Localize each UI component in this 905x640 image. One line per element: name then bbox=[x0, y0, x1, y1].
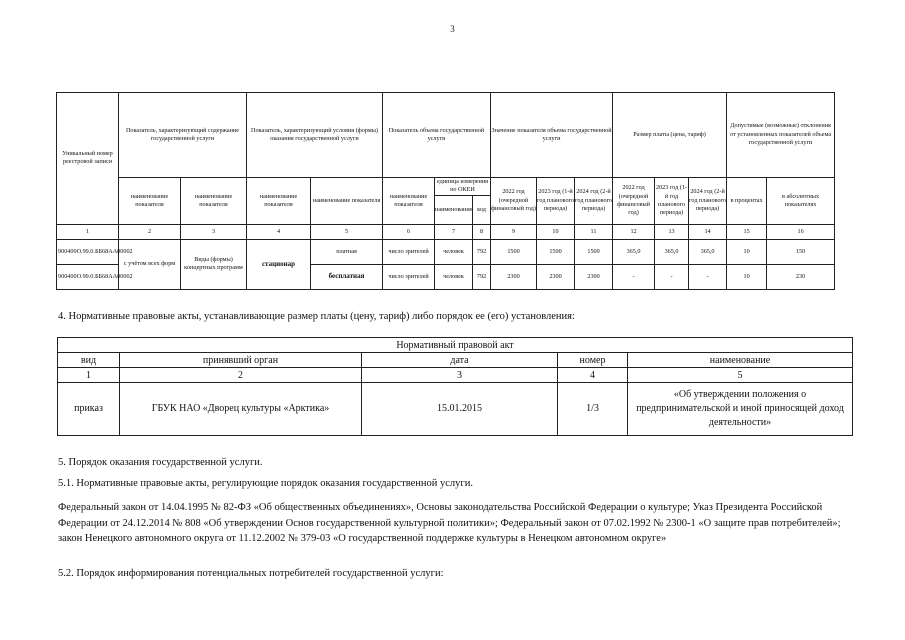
col-number: 5 bbox=[628, 368, 853, 383]
content-value-1: с учётом всех форм bbox=[119, 239, 181, 289]
col-number: 2 bbox=[120, 368, 362, 383]
col-number: 8 bbox=[473, 224, 491, 239]
col-number: 16 bbox=[767, 224, 835, 239]
header-in-percent: в процентах bbox=[727, 178, 767, 225]
section-5-2-heading: 5.2. Порядок информирования потенциальных потребителей государственной услуги: bbox=[58, 568, 444, 579]
header-content-indicator: Показатель, характеризующий содержание государственной услуги bbox=[119, 93, 247, 178]
laws-paragraph: Федеральный закон от 14.04.1995 № 82-ФЗ «Об общественных объединениях», Основы законодательства Российской Федерации о культуре; Указ Президента Российской Федерации от 24.12.2014 № 808 «Об утверждении Основ государственной культурной политики»; Федеральный закон от 07.02.1992 № 2300-1 «О защите прав потребителей»; закон Ненецкого автономного округа от 11.12.2002 № 379-03 «О государственной поддержке культуры в Ненецком автономном округе» bbox=[58, 502, 841, 544]
header-unit-name: наименование bbox=[435, 195, 473, 224]
fee-2023: - bbox=[655, 264, 689, 289]
header-volume-indicator: Показатель объема государственной услуги bbox=[383, 93, 491, 178]
col-number: 1 bbox=[57, 224, 119, 239]
header-kind: вид bbox=[58, 353, 120, 368]
header-name-5: наименование показателя bbox=[383, 178, 435, 225]
condition-value-2: платная bbox=[311, 239, 383, 264]
header-2022-volume: 2022 год (очередной финансовый год) bbox=[491, 178, 537, 225]
col-number: 10 bbox=[537, 224, 575, 239]
col-number: 1 bbox=[58, 368, 120, 383]
volume-2024: 1500 bbox=[575, 239, 613, 264]
header-deviations: Допустимые (возможные) отклонения от установленных показателей объема государственной услуги bbox=[727, 93, 835, 178]
header-fee-size: Размер платы (цена, тариф) bbox=[613, 93, 727, 178]
unit-name: человек bbox=[435, 264, 473, 289]
header-date: дата bbox=[362, 353, 558, 368]
registry-id: 900400О.99.0.ББ68АА00002 bbox=[57, 264, 119, 289]
col-number: 3 bbox=[362, 368, 558, 383]
deviation-percent: 10 bbox=[727, 264, 767, 289]
header-number: номер bbox=[558, 353, 628, 368]
header-2024-fee: 2024 год (2-й год планового периода) bbox=[689, 178, 727, 225]
header-name-3: наименование показателя bbox=[247, 178, 311, 225]
legal-act-table bbox=[57, 337, 853, 436]
col-number: 3 bbox=[181, 224, 247, 239]
header-2023-volume: 2023 год (1-й год планового периода) bbox=[537, 178, 575, 225]
col-number: 11 bbox=[575, 224, 613, 239]
volume-2023: 1500 bbox=[537, 239, 575, 264]
header-2024-volume: 2024 год (2-й год планового периода) bbox=[575, 178, 613, 225]
table-row bbox=[58, 383, 853, 436]
col-number: 2 bbox=[119, 224, 181, 239]
col-number: 4 bbox=[247, 224, 311, 239]
header-name-1: наименование показателя bbox=[119, 178, 181, 225]
fee-2022: - bbox=[613, 264, 655, 289]
unit-code: 792 bbox=[473, 239, 491, 264]
col-number: 9 bbox=[491, 224, 537, 239]
volume-2024: 2300 bbox=[575, 264, 613, 289]
header-name-4: наименование показателя bbox=[311, 178, 383, 225]
deviation-percent: 10 bbox=[727, 239, 767, 264]
header-in-absolute: в абсолютных показателях bbox=[767, 178, 835, 225]
page-number: 3 bbox=[450, 24, 455, 34]
header-unit-okei: единица измерения по ОКЕИ bbox=[435, 178, 491, 196]
col-number: 14 bbox=[689, 224, 727, 239]
header-name: наименование bbox=[628, 353, 853, 368]
header-volume-values: Значение показателя объема государственной услуги bbox=[491, 93, 613, 178]
fee-2024: - bbox=[689, 264, 727, 289]
col-number: 15 bbox=[727, 224, 767, 239]
header-2022-fee: 2022 год (очередной финансовый год) bbox=[613, 178, 655, 225]
col-number: 5 bbox=[311, 224, 383, 239]
unit-name: человек bbox=[435, 239, 473, 264]
header-unique-number: Уникальный номер реестровой записи bbox=[57, 93, 119, 225]
condition-value-1: стационар bbox=[247, 239, 311, 289]
act-number: 1/3 bbox=[558, 383, 628, 436]
legal-act-title: Нормативный правовой акт bbox=[58, 338, 853, 353]
volume-2022: 1500 bbox=[491, 239, 537, 264]
fee-2022: 365,0 bbox=[613, 239, 655, 264]
act-kind: приказ bbox=[58, 383, 120, 436]
deviation-absolute: 150 bbox=[767, 239, 835, 264]
header-name-2: наименование показателя bbox=[181, 178, 247, 225]
act-name: «Об утверждении положения о предпринимательской и иной приносящей доход деятельности» bbox=[628, 383, 853, 436]
volume-2022: 2300 bbox=[491, 264, 537, 289]
section-5-1-heading: 5.1. Нормативные правовые акты, регулирующие порядок оказания государственной услуги. bbox=[58, 478, 473, 489]
indicator-name: число зрителей bbox=[383, 239, 435, 264]
header-conditions-indicator: Показатель, характеризующий условия (формы) оказания государственной услуги bbox=[247, 93, 383, 178]
col-number: 7 bbox=[435, 224, 473, 239]
header-unit-code: код bbox=[473, 195, 491, 224]
section-4-heading: 4. Нормативные правовые акты, устанавливающие размер платы (цену, тариф) либо порядок ее (его) установления: bbox=[58, 311, 575, 322]
fee-2024: 365,0 bbox=[689, 239, 727, 264]
act-date: 15.01.2015 bbox=[362, 383, 558, 436]
fee-2023: 365,0 bbox=[655, 239, 689, 264]
volume-2023: 2300 bbox=[537, 264, 575, 289]
table-row bbox=[57, 239, 835, 264]
service-volume-table bbox=[56, 92, 835, 290]
unit-code: 792 bbox=[473, 264, 491, 289]
col-number: 6 bbox=[383, 224, 435, 239]
header-body: принявший орган bbox=[120, 353, 362, 368]
condition-value-2: бесплатная bbox=[311, 264, 383, 289]
act-body: ГБУК НАО «Дворец культуры «Арктика» bbox=[120, 383, 362, 436]
header-2023-fee: 2023 год (1-й год планового периода) bbox=[655, 178, 689, 225]
col-number: 12 bbox=[613, 224, 655, 239]
col-number: 4 bbox=[558, 368, 628, 383]
deviation-absolute: 230 bbox=[767, 264, 835, 289]
section-5-heading: 5. Порядок оказания государственной услуги. bbox=[58, 457, 263, 468]
registry-id: 900400О.99.0.ББ68АА00002 bbox=[57, 239, 119, 264]
col-number: 13 bbox=[655, 224, 689, 239]
indicator-name: число зрителей bbox=[383, 264, 435, 289]
content-value-2: Виды (формы) концертных программ bbox=[181, 239, 247, 289]
